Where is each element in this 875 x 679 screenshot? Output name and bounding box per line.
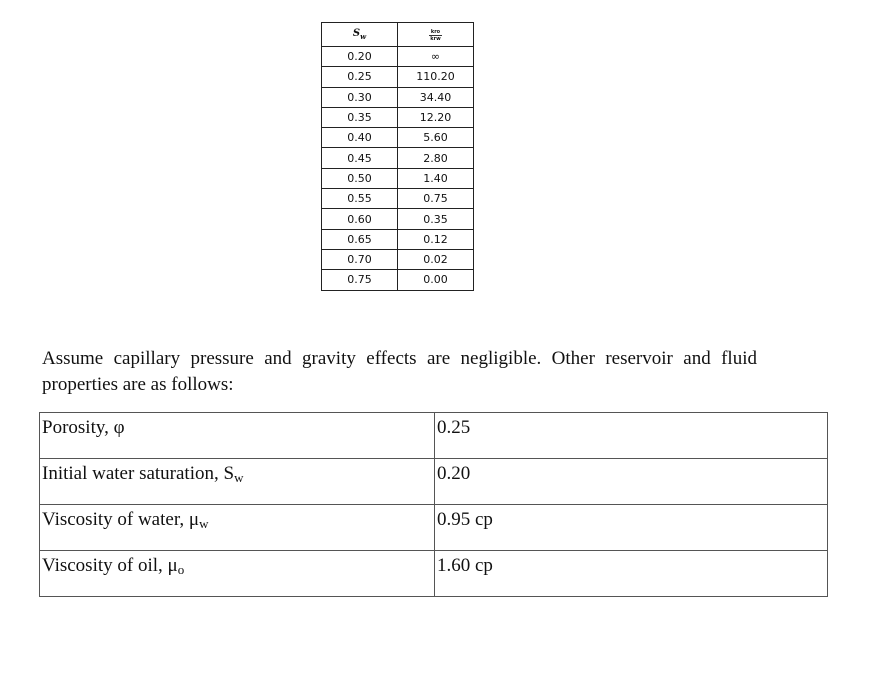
sw-cell: 0.65 [322,229,398,249]
paragraph-line-1: Assume capillary pressure and gravity effects are negligible. Other reservoir and fluid [42,348,757,369]
ratio-cell: 0.00 [398,270,474,290]
table-row [40,551,828,597]
table-row [40,505,828,551]
sw-cell: 0.55 [322,189,398,209]
table-row [322,229,474,249]
table-row [322,128,474,148]
ratio-cell: 1.40 [398,168,474,188]
ratio-cell: 0.75 [398,189,474,209]
table-row [322,249,474,269]
property-label [40,459,435,505]
table-row [322,270,474,290]
property-label-text: Viscosity of oil, μ [42,555,178,576]
property-label-subscript: w [199,516,209,531]
sw-cell: 0.40 [322,128,398,148]
ratio-cell: 12.20 [398,107,474,127]
table-row [40,413,828,459]
sw-cell: 0.35 [322,107,398,127]
property-value: 1.60 cp [435,551,828,597]
reservoir-properties-table [39,412,828,597]
table-header-row [322,23,474,47]
table-row [322,47,474,67]
ratio-cell: 34.40 [398,87,474,107]
property-value: 0.20 [435,459,828,505]
property-label-subscript: w [234,470,244,485]
relative-permeability-ratio-table [321,22,474,291]
sw-cell: 0.50 [322,168,398,188]
sw-cell: 0.45 [322,148,398,168]
sw-cell: 0.25 [322,67,398,87]
table-row [322,107,474,127]
sw-cell: 0.75 [322,270,398,290]
ratio-cell: 110.20 [398,67,474,87]
table-row [322,189,474,209]
header-sw-symbol: S [352,28,361,39]
property-label [40,505,435,551]
header-water-saturation [322,23,398,47]
ratio-cell: 5.60 [398,128,474,148]
header-sw-subscript: w [360,32,367,41]
fraction-numerator: kro [430,28,441,35]
property-label-text: Initial water saturation, S [42,463,235,484]
property-value: 0.25 [435,413,828,459]
table-row [322,168,474,188]
table-row [40,459,828,505]
table-row [322,67,474,87]
ratio-cell: 0.12 [398,229,474,249]
table-row [322,87,474,107]
table-row [322,209,474,229]
header-kro-krw-ratio [398,23,474,47]
sw-cell: 0.20 [322,47,398,67]
sw-cell: 0.30 [322,87,398,107]
paragraph-line-2: properties are as follows: [42,374,234,395]
property-label [40,413,435,459]
property-value: 0.95 cp [435,505,828,551]
fraction-denominator: krw [430,35,441,42]
property-label-text: Viscosity of water, μ [42,509,200,530]
ratio-cell: ∞ [398,47,474,67]
property-label-text: Porosity, φ [42,417,125,438]
assumptions-paragraph [42,346,782,398]
ratio-cell: 0.02 [398,249,474,269]
table-row [322,148,474,168]
ratio-cell: 0.35 [398,209,474,229]
kro-over-krw-fraction [429,29,441,42]
property-label [40,551,435,597]
sw-cell: 0.60 [322,209,398,229]
sw-cell: 0.70 [322,249,398,269]
ratio-cell: 2.80 [398,148,474,168]
property-label-subscript: o [177,562,185,577]
